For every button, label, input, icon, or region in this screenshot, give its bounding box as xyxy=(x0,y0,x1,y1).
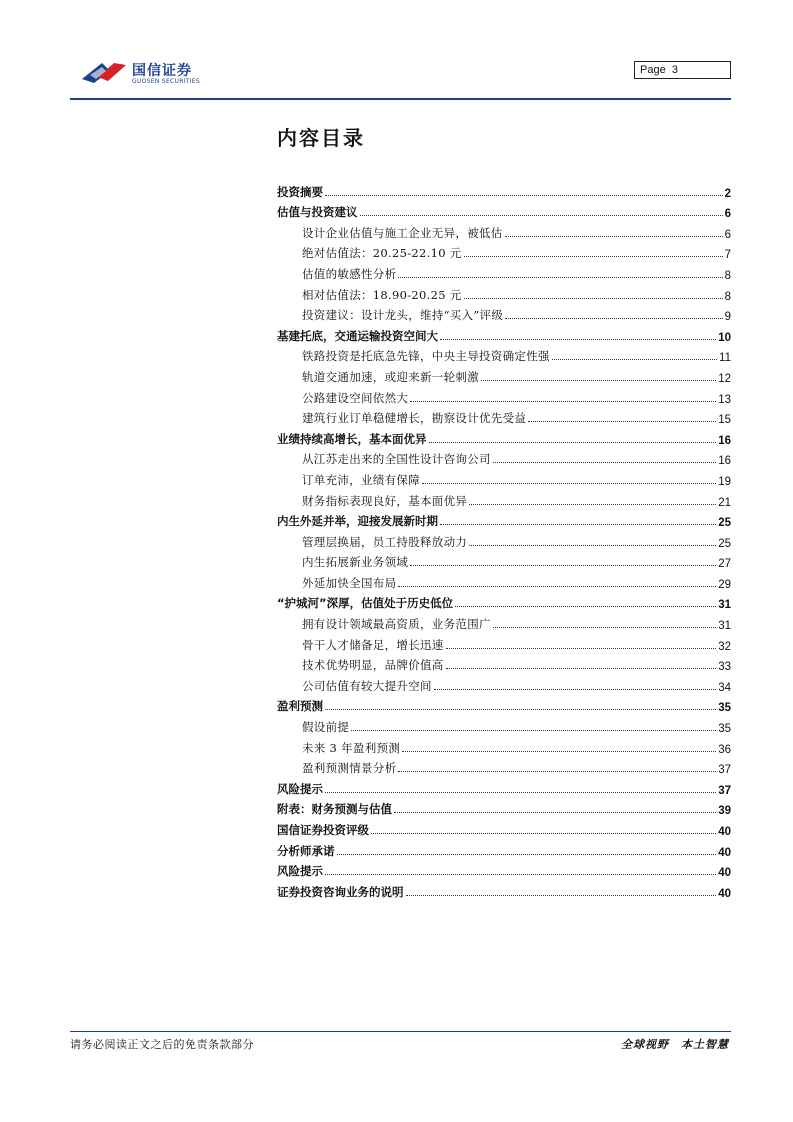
toc-entry-label: 从江苏走出来的全国性设计咨询公司 xyxy=(302,452,491,467)
toc-entry-page: 19 xyxy=(718,475,731,488)
logo-english-name: GUOSEN SECURITIES xyxy=(132,78,201,85)
toc-entry-page: 8 xyxy=(724,269,731,282)
toc-leader-dots xyxy=(398,771,716,772)
toc-entry-page: 33 xyxy=(718,661,731,674)
toc-entry-label: 内生拓展新业务领域 xyxy=(302,555,409,570)
toc-leader-dots xyxy=(434,689,716,690)
toc-entry-subsection[interactable] xyxy=(277,303,731,324)
toc-leader-dots xyxy=(410,401,716,402)
toc-leader-dots xyxy=(394,812,716,813)
toc-leader-dots xyxy=(422,483,716,484)
footer-divider xyxy=(70,1031,731,1032)
toc-title: 内容目录 xyxy=(277,126,365,150)
toc-entry-subsection[interactable] xyxy=(277,550,731,571)
toc-leader-dots xyxy=(440,524,716,525)
toc-entry-page: 40 xyxy=(718,867,731,880)
toc-entry-page: 16 xyxy=(718,455,731,468)
toc-entry-label: 国信证券投资评级 xyxy=(277,823,369,837)
toc-entry-subsection[interactable] xyxy=(277,220,731,241)
toc-entry-page: 10 xyxy=(718,331,731,344)
toc-entry-subsection[interactable] xyxy=(277,344,731,365)
guosen-logo-icon xyxy=(80,57,130,87)
toc-entry-label: 盈利预测情景分析 xyxy=(302,761,397,776)
toc-leader-dots xyxy=(446,668,717,669)
toc-entry-section[interactable] xyxy=(277,859,731,880)
toc-entry-subsection[interactable] xyxy=(277,653,731,674)
toc-entry-label: 投资建议：设计龙头，维持“买入”评级 xyxy=(302,308,504,323)
toc-leader-dots xyxy=(493,462,716,463)
toc-entry-subsection[interactable] xyxy=(277,241,731,262)
toc-entry-label: 估值与投资建议 xyxy=(277,205,358,220)
toc-entry-label: 财务指标表现良好，基本面优异 xyxy=(302,493,468,508)
toc-leader-dots xyxy=(410,565,716,566)
toc-entry-page: 9 xyxy=(724,311,731,324)
toc-leader-dots xyxy=(406,895,717,896)
toc-entry-label: 基建托底，交通运输投资空间大 xyxy=(277,328,438,343)
toc-entry-page: 29 xyxy=(718,578,731,591)
toc-leader-dots xyxy=(325,792,716,793)
toc-entry-subsection[interactable] xyxy=(277,673,731,694)
toc-entry-label: 拥有设计领域最高资质，业务范围广 xyxy=(302,617,491,632)
toc-entry-page: 40 xyxy=(718,826,731,838)
footer-slogan: 全球视野 本土智慧 xyxy=(621,1038,729,1051)
toc-entry-subsection[interactable] xyxy=(277,282,731,303)
toc-entry-subsection[interactable] xyxy=(277,529,731,550)
toc-entry-section[interactable] xyxy=(277,797,731,818)
toc-entry-subsection[interactable] xyxy=(277,406,731,427)
toc-entry-label: 绝对估值法：20.25-22.10 元 xyxy=(302,246,462,261)
toc-entry-page: 8 xyxy=(724,290,731,303)
toc-entry-page: 2 xyxy=(724,187,731,200)
toc-entry-page: 37 xyxy=(718,764,731,777)
toc-entry-label: 证券投资咨询业务的说明 xyxy=(277,884,404,899)
page-number: 3 xyxy=(671,64,678,76)
toc-entry-section[interactable] xyxy=(277,179,731,200)
toc-entry-page: 16 xyxy=(718,434,731,447)
toc-entry-label: 公路建设空间依然大 xyxy=(302,390,409,405)
toc-entry-subsection[interactable] xyxy=(277,611,731,632)
footer-disclaimer: 请务必阅读正文之后的免责条款部分 xyxy=(70,1038,254,1051)
toc-entry-page: 40 xyxy=(718,846,731,859)
toc-entry-subsection[interactable] xyxy=(277,261,731,282)
toc-entry-section[interactable] xyxy=(277,591,731,612)
toc-leader-dots xyxy=(552,359,717,360)
toc-leader-dots xyxy=(493,627,716,628)
toc-entry-page: 35 xyxy=(718,723,731,736)
toc-entry-label: 外延加快全国布局 xyxy=(302,575,397,590)
toc-entry-subsection[interactable] xyxy=(277,447,731,468)
toc-leader-dots xyxy=(325,195,723,196)
header-divider xyxy=(70,98,731,100)
toc-leader-dots xyxy=(469,545,716,546)
toc-entry-label: 管理层换届，员工持股释放动力 xyxy=(302,534,468,549)
toc-entry-section[interactable] xyxy=(277,426,731,447)
toc-entry-page: 27 xyxy=(718,558,731,571)
toc-entry-label: 风险提示 xyxy=(277,781,323,796)
toc-leader-dots xyxy=(446,648,717,649)
table-of-contents xyxy=(277,179,731,900)
toc-entry-label: 铁路投资是托底急先锋，中央主导投资确定性强 xyxy=(302,349,550,364)
toc-entry-section[interactable] xyxy=(277,509,731,530)
toc-entry-label: 相对估值法：18.90-20.25 元 xyxy=(302,287,462,302)
toc-entry-section[interactable] xyxy=(277,694,731,715)
toc-entry-page: 37 xyxy=(718,784,731,797)
toc-entry-label: 骨干人才储备足，增长迅速 xyxy=(302,637,444,652)
toc-leader-dots xyxy=(371,833,716,834)
toc-entry-page: 40 xyxy=(718,887,731,900)
toc-entry-page: 36 xyxy=(718,743,731,756)
toc-entry-label: 附表：财务预测与估值 xyxy=(277,802,392,817)
toc-entry-label: 假设前提 xyxy=(302,720,350,735)
toc-entry-section[interactable] xyxy=(277,879,731,900)
toc-entry-section[interactable] xyxy=(277,776,731,797)
toc-entry-subsection[interactable] xyxy=(277,488,731,509)
toc-entry-page: 25 xyxy=(718,517,731,530)
toc-leader-dots xyxy=(469,504,716,505)
toc-entry-subsection[interactable] xyxy=(277,570,731,591)
toc-entry-page: 6 xyxy=(724,228,731,241)
toc-leader-dots xyxy=(455,606,716,607)
toc-entry-page: 31 xyxy=(718,599,731,612)
toc-entry-label: 未来 3 年盈利预测 xyxy=(302,740,401,755)
toc-entry-subsection[interactable] xyxy=(277,756,731,777)
toc-leader-dots xyxy=(481,380,716,381)
toc-entry-page: 25 xyxy=(718,537,731,550)
toc-entry-page: 32 xyxy=(718,640,731,653)
toc-entry-label: 投资摘要 xyxy=(277,184,323,199)
toc-entry-subsection[interactable] xyxy=(277,735,731,756)
toc-entry-subsection[interactable] xyxy=(277,714,731,735)
page-label: Page xyxy=(640,64,666,76)
toc-entry-label: “护城河”深厚，估值处于历史低位 xyxy=(277,596,454,611)
logo-chinese-name: 国信证券 xyxy=(132,63,192,79)
toc-entry-label: 设计企业估值与施工企业无异，被低估 xyxy=(302,225,503,240)
toc-leader-dots xyxy=(398,277,722,278)
toc-entry-subsection[interactable] xyxy=(277,467,731,488)
toc-entry-subsection[interactable] xyxy=(277,385,731,406)
toc-leader-dots xyxy=(505,236,723,237)
toc-leader-dots xyxy=(464,256,723,257)
toc-entry-label: 轨道交通加速，或迎来新一轮刺激 xyxy=(302,369,479,384)
toc-entry-label: 建筑行业订单稳健增长，勘察设计优先受益 xyxy=(302,411,527,426)
page-indicator xyxy=(634,61,731,79)
toc-entry-page: 39 xyxy=(718,805,731,818)
toc-entry-page: 15 xyxy=(718,414,731,427)
toc-leader-dots xyxy=(351,730,716,731)
toc-entry-label: 内生外延并举，迎接发展新时期 xyxy=(277,514,438,529)
toc-leader-dots xyxy=(464,298,723,299)
toc-entry-section[interactable] xyxy=(277,200,731,221)
toc-entry-section[interactable] xyxy=(277,838,731,859)
toc-leader-dots xyxy=(360,215,723,216)
toc-leader-dots xyxy=(528,421,716,422)
toc-entry-label: 业绩持续高增长，基本面优异 xyxy=(277,431,427,446)
toc-leader-dots xyxy=(440,339,716,340)
toc-leader-dots xyxy=(505,318,722,319)
toc-entry-page: 21 xyxy=(718,496,731,509)
toc-entry-page: 7 xyxy=(724,249,731,262)
toc-entry-section[interactable] xyxy=(277,323,731,344)
toc-entry-section[interactable] xyxy=(277,817,731,838)
toc-entry-page: 6 xyxy=(724,208,731,221)
toc-leader-dots xyxy=(325,874,716,875)
toc-leader-dots xyxy=(325,709,716,710)
toc-entry-subsection[interactable] xyxy=(277,364,731,385)
toc-entry-subsection[interactable] xyxy=(277,632,731,653)
guosen-logo xyxy=(80,57,210,87)
toc-entry-label: 估值的敏感性分析 xyxy=(302,266,397,281)
toc-entry-label: 技术优势明显，品牌价值高 xyxy=(302,658,444,673)
toc-entry-page: 34 xyxy=(718,681,731,694)
toc-entry-label: 盈利预测 xyxy=(277,699,323,714)
toc-leader-dots xyxy=(398,586,716,587)
toc-entry-label: 公司估值有较大提升空间 xyxy=(302,678,432,693)
toc-entry-label: 分析师承诺 xyxy=(277,843,335,858)
toc-leader-dots xyxy=(402,751,716,752)
toc-entry-label: 订单充沛，业绩有保障 xyxy=(302,472,420,487)
toc-entry-page: 11 xyxy=(719,352,731,365)
toc-entry-page: 31 xyxy=(718,620,731,633)
toc-entry-page: 35 xyxy=(718,702,731,715)
toc-leader-dots xyxy=(429,442,717,443)
toc-leader-dots xyxy=(337,854,717,855)
toc-entry-page: 12 xyxy=(718,372,731,385)
toc-entry-label: 风险提示 xyxy=(277,864,323,879)
toc-entry-page: 13 xyxy=(718,393,731,406)
